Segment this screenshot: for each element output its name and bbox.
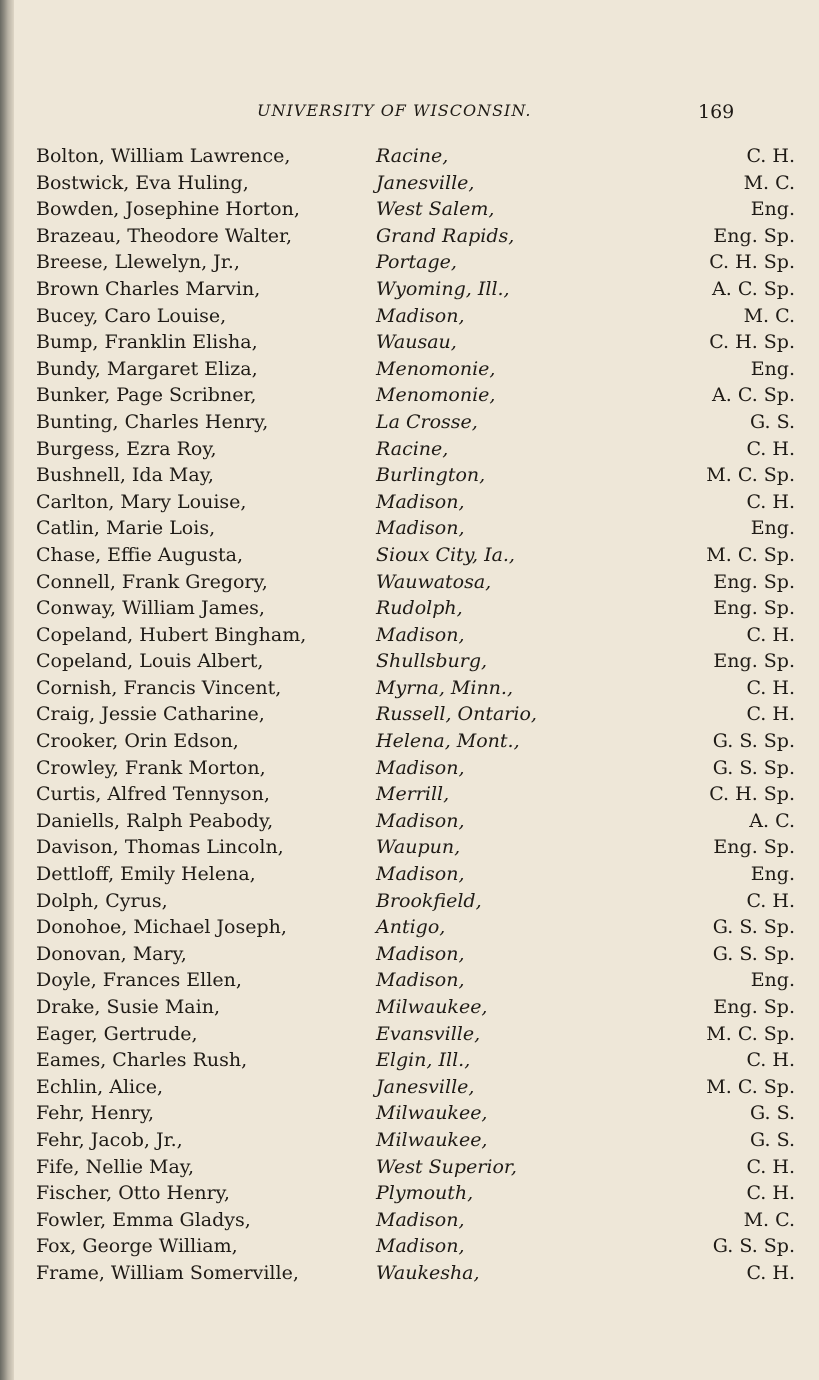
student-name: Daniells, Ralph Peabody, [36, 809, 274, 832]
student-course: G. S. [750, 410, 795, 433]
student-course: Eng. [750, 517, 795, 540]
student-row [14, 249, 819, 276]
student-course: C. H. Sp. [709, 783, 795, 806]
student-name: Carlton, Mary Louise, [36, 490, 247, 513]
student-hometown: Menomonie, [376, 384, 496, 407]
student-course: M. C. [743, 304, 795, 327]
student-hometown: Milwaukee, [376, 996, 488, 1018]
student-row [14, 329, 819, 356]
book-binding-edge [0, 0, 14, 1380]
student-row [14, 941, 819, 968]
student-hometown: Madison, [376, 1208, 465, 1231]
student-hometown: Russell, Ontario, [376, 703, 537, 726]
student-name: Crowley, Frank Morton, [36, 756, 266, 779]
student-row [14, 967, 819, 994]
page-number: 169 [698, 101, 735, 123]
student-hometown: Madison, [376, 809, 465, 832]
student-course: C. H. [746, 676, 795, 699]
student-row [14, 436, 819, 463]
student-hometown: Madison, [376, 490, 465, 513]
student-row [14, 1260, 819, 1287]
student-course: Eng. [750, 969, 795, 992]
student-course: C. H. [746, 1155, 795, 1178]
student-hometown: Madison, [376, 1235, 465, 1258]
student-hometown: West Superior, [376, 1155, 517, 1178]
student-name: Fowler, Emma Gladys, [36, 1208, 251, 1231]
student-name: Bump, Franklin Elisha, [36, 331, 258, 354]
student-name: Connell, Frank Gregory, [36, 570, 268, 593]
student-hometown: Elgin, Ill., [376, 1049, 471, 1072]
student-row [14, 914, 819, 941]
student-hometown: Grand Rapids, [376, 224, 515, 247]
student-name: Brown Charles Marvin, [36, 277, 261, 300]
student-row [14, 489, 819, 516]
student-course: G. S. Sp. [712, 730, 795, 753]
student-row [14, 1154, 819, 1181]
student-hometown: Racine, [376, 437, 449, 460]
student-hometown: Evansville, [376, 1022, 481, 1045]
student-course: G. S. [750, 1102, 795, 1125]
student-hometown: Madison, [376, 863, 465, 886]
student-course: C. H. [746, 490, 795, 513]
student-hometown: Merrill, [376, 783, 450, 806]
student-hometown: Madison, [376, 756, 465, 779]
student-course: C. H. [746, 437, 795, 460]
student-course: Eng. Sp. [713, 650, 795, 673]
student-course: G. S. Sp. [712, 942, 795, 965]
student-hometown: Madison, [376, 517, 465, 540]
student-hometown: Janesville, [376, 171, 475, 194]
student-course: M. C. Sp. [706, 1075, 795, 1098]
student-hometown: Antigo, [376, 916, 446, 939]
student-hometown: Wausau, [376, 331, 457, 354]
student-name: Catlin, Marie Lois, [36, 517, 216, 540]
student-name: Dolph, Cyrus, [36, 889, 168, 912]
student-name: Craig, Jessie Catharine, [36, 703, 265, 726]
student-name: Bundy, Margaret Eliza, [36, 357, 258, 380]
page-header [14, 101, 819, 125]
student-name: Fox, George William, [36, 1235, 238, 1258]
student-name: Bunker, Page Scribner, [36, 384, 257, 407]
student-row [14, 276, 819, 303]
student-course: C. H. Sp. [709, 251, 795, 274]
student-row [14, 542, 819, 569]
student-row [14, 1180, 819, 1207]
student-course: Eng. Sp. [713, 570, 795, 593]
student-hometown: Wyoming, Ill., [376, 277, 510, 300]
running-title: UNIVERSITY OF WISCONSIN. [257, 101, 532, 120]
student-course: C. H. [746, 1261, 795, 1284]
student-row [14, 728, 819, 755]
student-course: G. S. [750, 1128, 795, 1151]
student-name: Bunting, Charles Henry, [36, 410, 269, 433]
student-row [14, 781, 819, 808]
student-course: M. C. [743, 1208, 795, 1231]
student-row [14, 1127, 819, 1154]
student-course: A. C. Sp. [712, 277, 795, 300]
student-hometown: Helena, Mont., [376, 730, 520, 753]
student-name: Cornish, Francis Vincent, [36, 676, 282, 699]
student-hometown: Madison, [376, 969, 465, 992]
student-hometown: Portage, [376, 251, 457, 274]
student-row [14, 303, 819, 330]
student-name: Doyle, Frances Ellen, [36, 969, 242, 992]
student-course: C. H. Sp. [709, 331, 795, 354]
student-name: Eager, Gertrude, [36, 1022, 198, 1045]
student-name: Donohoe, Michael Joseph, [36, 916, 287, 939]
student-course: Eng. Sp. [713, 996, 795, 1018]
student-course: Eng. Sp. [713, 224, 795, 247]
student-name: Breese, Llewelyn, Jr., [36, 251, 240, 274]
student-name: Bushnell, Ida May, [36, 464, 214, 487]
student-name: Dettloff, Emily Helena, [36, 863, 256, 886]
student-row [14, 888, 819, 915]
student-name: Echlin, Alice, [36, 1075, 164, 1098]
student-course: C. H. [746, 1049, 795, 1072]
student-name: Fehr, Jacob, Jr., [36, 1128, 183, 1151]
student-hometown: Janesville, [376, 1075, 475, 1098]
student-name: Fehr, Henry, [36, 1102, 155, 1125]
student-row [14, 1100, 819, 1127]
student-row [14, 1233, 819, 1260]
student-hometown: Milwaukee, [376, 1128, 488, 1151]
student-hometown: Madison, [376, 304, 465, 327]
student-name: Fischer, Otto Henry, [36, 1182, 230, 1205]
student-name: Bucey, Caro Louise, [36, 304, 227, 327]
student-hometown: Milwaukee, [376, 1102, 488, 1125]
student-hometown: Myrna, Minn., [376, 676, 513, 699]
student-name: Fife, Nellie May, [36, 1155, 195, 1178]
student-course: A. C. [749, 809, 795, 832]
student-hometown: Plymouth, [376, 1182, 474, 1205]
student-course: M. C. Sp. [706, 464, 795, 487]
student-course: M. C. Sp. [706, 1022, 795, 1045]
student-row [14, 409, 819, 436]
student-row [14, 755, 819, 782]
student-name: Copeland, Hubert Bingham, [36, 623, 307, 646]
student-row [14, 701, 819, 728]
student-hometown: Shullsburg, [376, 650, 488, 673]
student-name: Conway, William James, [36, 597, 265, 620]
student-course: Eng. [750, 357, 795, 380]
student-name: Eames, Charles Rush, [36, 1049, 248, 1072]
student-hometown: Wauwatosa, [376, 570, 492, 593]
student-course: C. H. [746, 703, 795, 726]
student-hometown: Racine, [376, 145, 449, 167]
student-course: A. C. Sp. [712, 384, 795, 407]
student-row [14, 1047, 819, 1074]
student-hometown: Rudolph, [376, 597, 463, 620]
student-hometown: La Crosse, [376, 410, 478, 433]
student-row [14, 569, 819, 596]
student-row [14, 622, 819, 649]
student-row [14, 675, 819, 702]
student-row [14, 462, 819, 489]
student-hometown: Madison, [376, 942, 465, 965]
student-name: Copeland, Louis Albert, [36, 650, 264, 673]
student-row [14, 861, 819, 888]
student-list [14, 143, 819, 1287]
book-page [14, 0, 819, 1380]
student-course: C. H. [746, 889, 795, 912]
student-hometown: Brookfield, [376, 889, 482, 912]
student-row [14, 994, 819, 1021]
student-course: Eng. Sp. [713, 597, 795, 620]
student-row [14, 223, 819, 250]
student-course: Eng. [750, 198, 795, 221]
student-row [14, 1207, 819, 1234]
student-hometown: Madison, [376, 623, 465, 646]
student-course: C. H. [746, 1182, 795, 1205]
student-course: M. C. Sp. [706, 543, 795, 566]
student-name: Burgess, Ezra Roy, [36, 437, 217, 460]
student-hometown: West Salem, [376, 198, 495, 221]
student-name: Crooker, Orin Edson, [36, 730, 239, 753]
student-name: Bowden, Josephine Horton, [36, 198, 300, 221]
student-row [14, 648, 819, 675]
student-course: Eng. [750, 863, 795, 886]
student-course: M. C. [743, 171, 795, 194]
student-name: Frame, William Somerville, [36, 1261, 299, 1284]
student-name: Bolton, William Lawrence, [36, 145, 291, 167]
student-course: G. S. Sp. [712, 1235, 795, 1258]
student-name: Bostwick, Eva Huling, [36, 171, 249, 194]
student-row [14, 170, 819, 197]
student-row [14, 1074, 819, 1101]
student-row [14, 356, 819, 383]
student-hometown: Sioux City, Ia., [376, 543, 515, 566]
student-hometown: Menomonie, [376, 357, 496, 380]
student-course: G. S. Sp. [712, 916, 795, 939]
student-name: Chase, Effie Augusta, [36, 543, 244, 566]
student-row [14, 808, 819, 835]
student-row [14, 382, 819, 409]
student-hometown: Waukesha, [376, 1261, 480, 1284]
student-course: C. H. [746, 623, 795, 646]
student-course: C. H. [746, 145, 795, 167]
student-row [14, 834, 819, 861]
student-row [14, 595, 819, 622]
student-row [14, 143, 819, 170]
student-course: Eng. Sp. [713, 836, 795, 859]
student-row [14, 515, 819, 542]
student-name: Curtis, Alfred Tennyson, [36, 783, 270, 806]
student-name: Brazeau, Theodore Walter, [36, 224, 293, 247]
student-name: Drake, Susie Main, [36, 996, 220, 1018]
student-row [14, 196, 819, 223]
student-hometown: Burlington, [376, 464, 486, 487]
student-course: G. S. Sp. [712, 756, 795, 779]
student-row [14, 1021, 819, 1048]
student-name: Davison, Thomas Lincoln, [36, 836, 284, 859]
student-hometown: Waupun, [376, 836, 461, 859]
student-name: Donovan, Mary, [36, 942, 187, 965]
